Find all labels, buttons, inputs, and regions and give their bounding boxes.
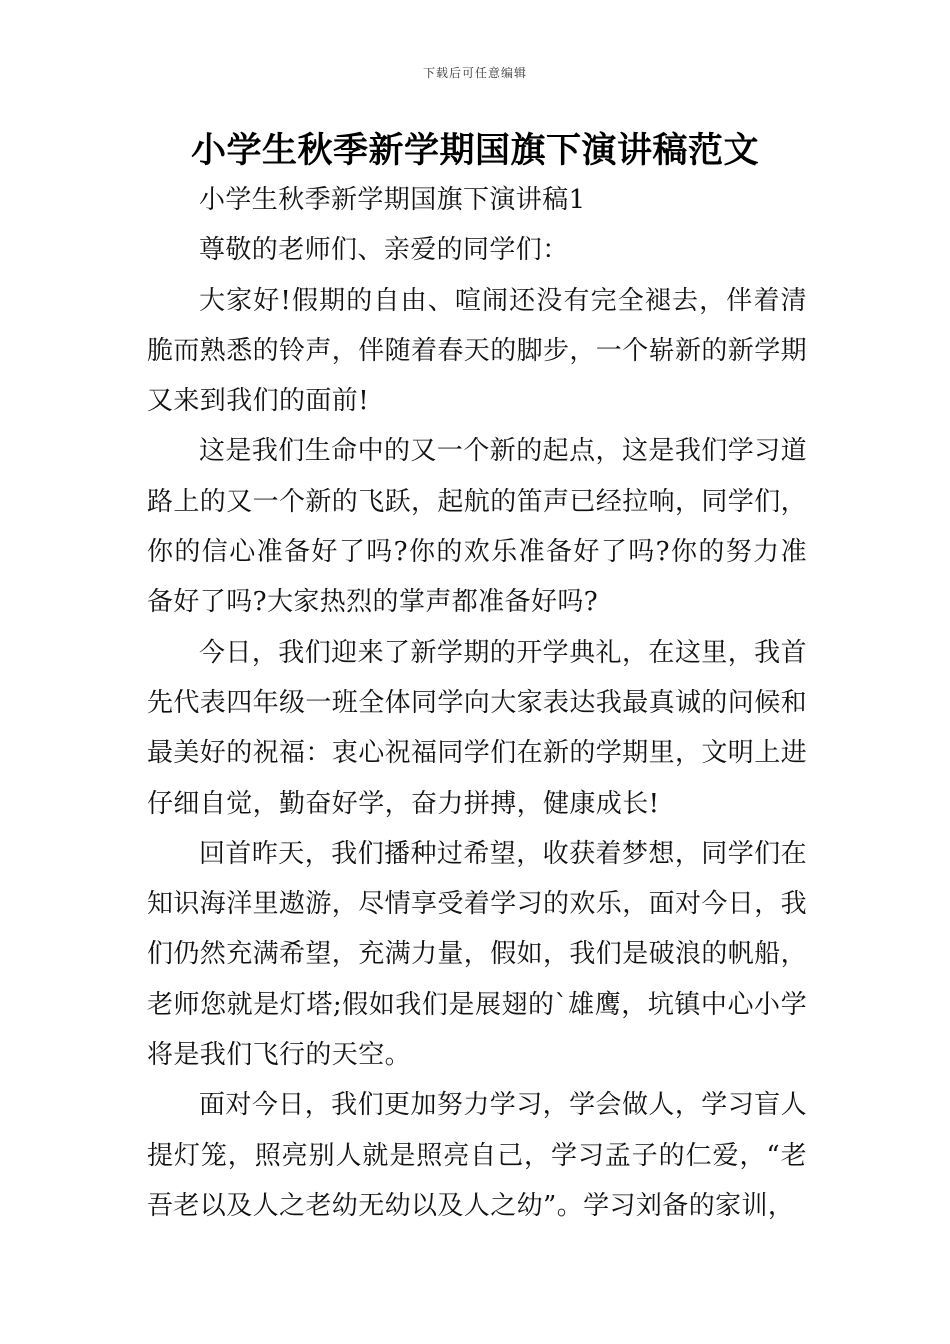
- body-paragraph: 今日，我们迎来了新学期的开学典礼，在这里，我首先代表四年级一班全体同学向大家表达我最真诚的问候和最美好的祝福：衷心祝福同学们在新的学期里，文明上进仔细自觉，勤奋好学，奋力拼搏，健康成长!: [147, 637, 808, 819]
- body-paragraph: 回首昨天，我们播种过希望，收获着梦想，同学们在知识海洋里遨游，尽情享受着学习的欢乐，面对今日，我们仍然充满希望，充满力量，假如，我们是破浪的帆船，老师您就是灯塔;假如我们是展翅的`雄鹰，坑镇中心小学将是我们飞行的天空。: [147, 838, 808, 1071]
- salutation-paragraph: 尊敬的老师们、亲爱的同学们：: [199, 235, 569, 266]
- body-paragraph: 大家好!假期的自由、喧闹还没有完全褪去，伴着清脆而熟悉的铃声，伴随着春天的脚步，一个崭新的新学期又来到我们的面前!: [147, 285, 808, 417]
- subtitle-paragraph: 小学生秋季新学期国旗下演讲稿1: [199, 185, 586, 215]
- body-paragraph: 这是我们生命中的又一个新的起点，这是我们学习道路上的又一个新的飞跃，起航的笛声已经拉响，同学们，你的信心准备好了吗?你的欢乐准备好了吗?你的努力准备好了吗?大家热烈的掌声都准备好吗?: [147, 436, 808, 618]
- header-note: 下载后可任意编辑: [422, 66, 527, 80]
- document-body: [147, 175, 807, 1231]
- document-title: 小学生秋季新学期国旗下演讲稿范文: [190, 131, 759, 171]
- body-paragraph: 面对今日，我们更加努力学习，学会做人，学习盲人提灯笼，照亮别人就是照亮自己，学习孟子的仁爱，“老吾老以及人之老幼无幼以及人之幼”。学习刘备的家训，: [147, 1090, 807, 1221]
